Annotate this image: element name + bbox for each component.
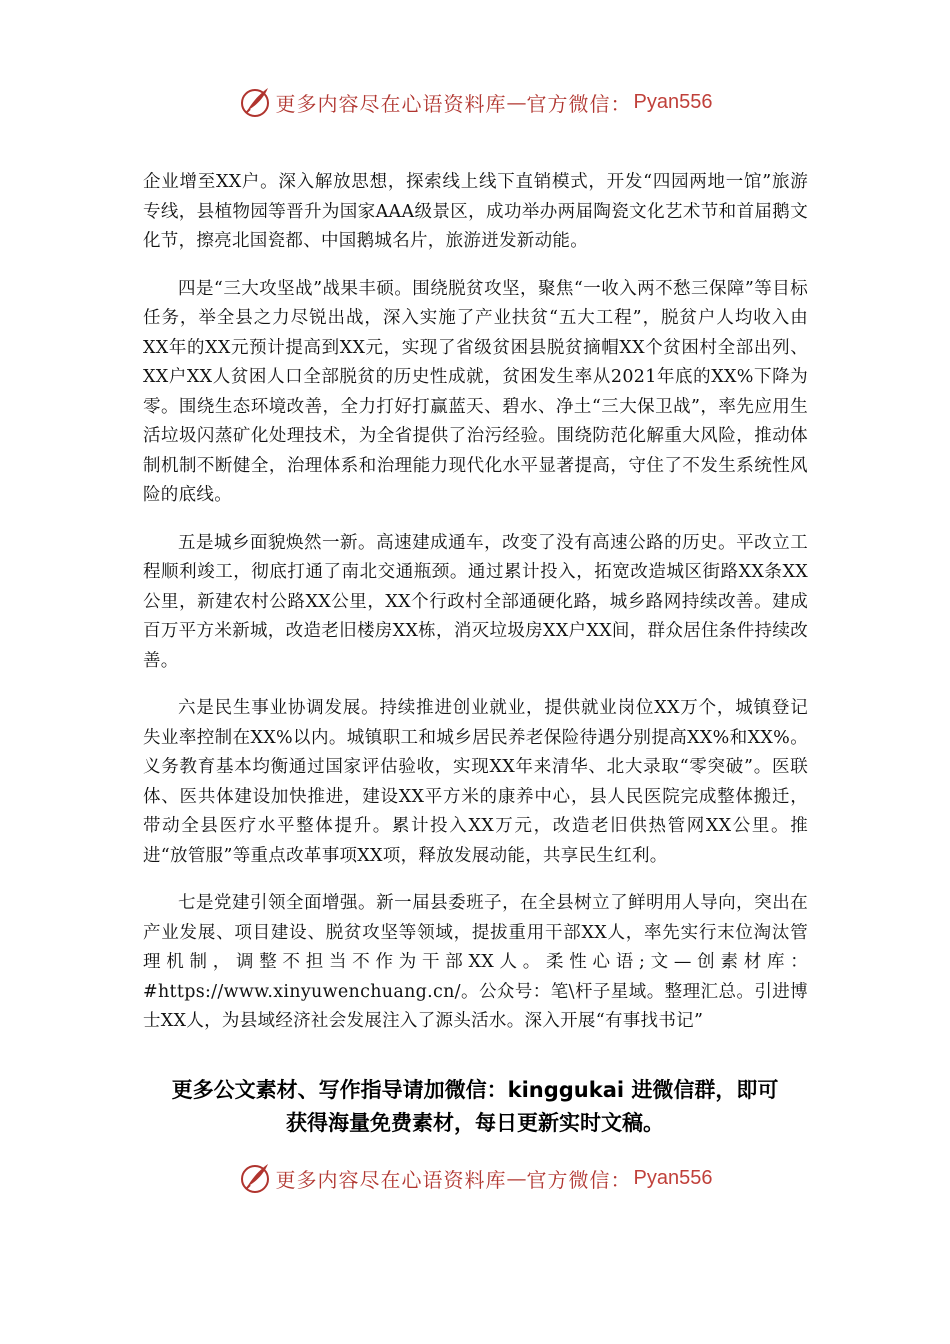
banner-wechat-id: Pyan556 (633, 90, 713, 113)
paragraph-five: 五是城乡面貌焕然一新。高速建成通车，改变了没有高速公路的历史。平改立工程顺利竣工，彻底打通了南北交通瓶颈。通过累计投入，拓宽改造城区街路XX条XX公里，新建农村公路XX公里，XX个行政村全部通硬化路，城乡路网持续改善。建成百万平方米新城，改造老旧楼房XX栋，消灭垃圾房XX户XX间，群众居住条件持续改善。 (143, 532, 808, 671)
paragraph-continuation: 企业增至XX户。深入解放思想，探索线上线下直销模式，开发“四园两地一馆”旅游专线，县植物园等晋升为国家AAA级景区，成功举办两届陶瓷文化艺术节和首届鹅文化节，擦亮北国瓷都、中国鹅城名片，旅游迸发新动能。 (143, 172, 808, 251)
promo-line-2: 获得海量免费素材，每日更新实时文稿。 (286, 1111, 664, 1135)
banner-text: 更多内容尽在心语资料库 (275, 1167, 507, 1192)
promo-line-1: 更多公文素材、写作指导请加微信：kinggukai 进微信群，即可 (171, 1078, 779, 1102)
paragraph-six: 六是民生事业协调发展。持续推进创业就业，提供就业岗位XX万个，城镇登记失业率控制在XX%以内。城镇职工和城乡居民养老保险待遇分别提高XX%和XX%。义务教育基本均衡通过国家评估验收，实现XX年来清华、北大录取“零突破”。医联体、医共体建设加快推进，建设XX平方米的康养中心，县人民医院完成整体搬迁，带动全县医疗水平整体提升。累计投入XX万元，改造老旧供热管网XX公里。推进“放管服”等重点改革事项XX项，释放发展动能，共享民生红利。 (143, 698, 808, 866)
quill-logo-icon (238, 1161, 272, 1195)
paragraph-seven: 七是党建引领全面增强。新一届县委班子，在全县树立了鲜明用人导向，突出在产业发展、项目建设、脱贫攻坚等领域，提拔重用干部XX人，率先实行末位淘汰管理机制，调整不担当不作为干部XX人。柔性心语;文—创素材库：#https://www.xinyuwenchuang.cn/。公众号：笔\杆子星域。整理汇总。引进博士XX人，为县域经济社会发展注入了源头活水。深入开展“有事找书记” (143, 893, 808, 1031)
header-banner (0, 82, 950, 122)
footer-banner (0, 1158, 950, 1198)
promo-notice (120, 1074, 830, 1140)
banner-separator: — (506, 1166, 527, 1190)
banner-label: 官方微信： (526, 1167, 632, 1192)
banner-wechat-id: Pyan556 (633, 1166, 713, 1189)
quill-logo-icon (238, 85, 272, 119)
banner-separator: — (506, 90, 527, 114)
document-body (143, 168, 808, 1055)
banner-label: 官方微信： (526, 91, 632, 116)
paragraph-four: 四是“三大攻坚战”战果丰硕。围绕脱贫攻坚，聚焦“一收入两不愁三保障”等目标任务，举全县之力尽锐出战，深入实施了产业扶贫“五大工程”，脱贫户人均收入由XX年的XX元预计提高到XX元，实现了省级贫困县脱贫摘帽XX个贫困村全部出列、XX户XX人贫困人口全部脱贫的历史性成就，贫困发生率从2021年底的XX%下降为零。围绕生态环境改善，全力打好打赢蓝天、碧水、净土“三大保卫战”，率先应用生活垃圾闪蒸矿化处理技术，为全省提供了治污经验。围绕防范化解重大风险，推动体制机制不断健全，治理体系和治理能力现代化水平显著提高，守住了不发生系统性风险的底线。 (143, 278, 808, 505)
banner-text: 更多内容尽在心语资料库 (275, 91, 507, 116)
